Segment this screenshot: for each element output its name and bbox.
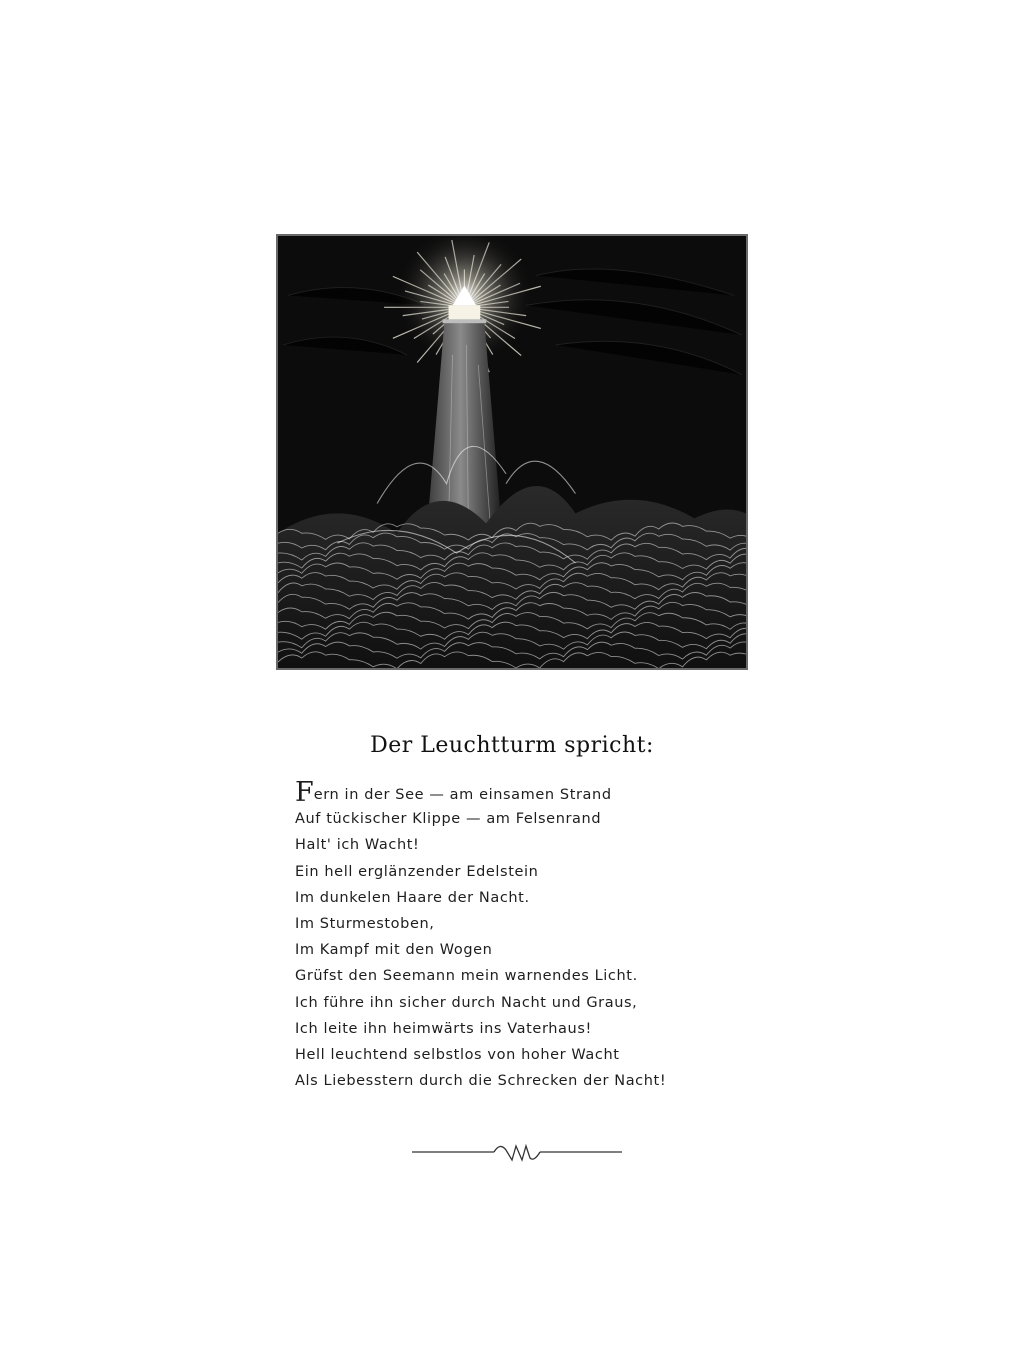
poem-line: Im Kampf mit den Wogen — [295, 942, 493, 959]
poem-line: Im Sturmestoben, — [295, 915, 435, 932]
poem-body — [295, 777, 765, 1094]
poem-line: Hell leuchtend selbstlos von hoher Wacht — [295, 1046, 620, 1063]
poem-title: Der Leuchtturm spricht: — [370, 733, 654, 758]
poem-line: Im dunkelen Haare der Nacht. — [295, 889, 530, 906]
poem-line: Als Liebesstern durch die Schrecken der Nacht! — [295, 1073, 667, 1090]
lighthouse-engraving — [276, 234, 748, 670]
poem-line-text: ern in der See — am einsamen Strand — [313, 787, 612, 803]
lighthouse-illustration — [278, 236, 746, 668]
poem-line: Halt' ich Wacht! — [295, 837, 420, 854]
poem-line: Grüfst den Seemann mein warnendes Licht. — [295, 968, 638, 985]
drop-cap: F — [295, 777, 314, 808]
poem-line — [295, 777, 765, 808]
poem-line: Auf tückischer Klippe — am Felsenrand — [295, 811, 602, 828]
poem-line: Ich führe ihn sicher durch Nacht und Graus, — [295, 994, 638, 1011]
poem-line: Ein hell erglänzender Edelstein — [295, 863, 539, 880]
tailpiece-ornament — [412, 1138, 622, 1168]
poem-line: Ich leite ihn heimwärts ins Vaterhaus! — [295, 1020, 592, 1037]
